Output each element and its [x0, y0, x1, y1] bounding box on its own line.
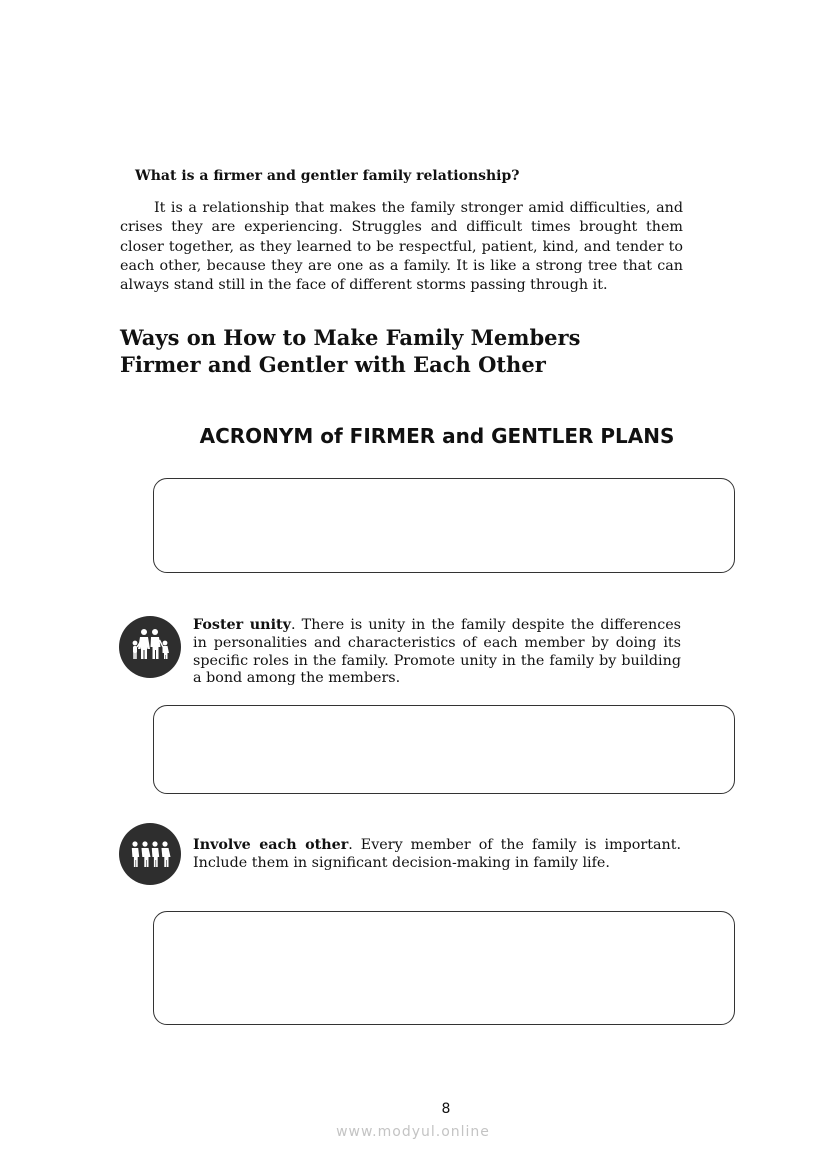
involve-each-other-body: . Every member of the family is important. Include them in significant decision-making in family life. [193, 837, 681, 871]
watermark: www.modyul.online [336, 1124, 490, 1140]
section-heading-line-2: Firmer and Gentler with Each Other [120, 352, 546, 377]
page-number: 8 [441, 1101, 451, 1117]
group-icon [119, 823, 181, 885]
acronym-heading: ACRONYM of FIRMER and GENTLER PLANS [199, 424, 675, 448]
section-heading-line-1: Ways on How to Make Family Members [120, 325, 581, 350]
involve-each-other-item [193, 837, 681, 873]
answer-box-1 [153, 478, 735, 573]
involve-each-other-title: Involve each other [193, 837, 349, 853]
answer-box-3 [153, 911, 735, 1025]
section-heading [120, 324, 580, 378]
intro-paragraph: It is a relationship that makes the family stronger amid difficulties, and crises they are experiencing. Struggles and difficult times brought them closer together, as they learned to be respectful, patient, kind, and tender to each other, because they are one as a family. It is like a strong tree that can always stand still in the face of different storms passing through it. [120, 200, 683, 294]
question-heading: What is a firmer and gentler family relationship? [135, 168, 520, 184]
answer-box-2 [153, 705, 735, 794]
foster-unity-title: Foster unity [193, 617, 291, 633]
family-icon [119, 616, 181, 678]
foster-unity-item [193, 617, 681, 688]
foster-unity-body: . There is unity in the family despite the differences in personalities and characteristics of each member by doing its specific roles in the family. Promote unity in the family by building a bond among the members. [193, 617, 682, 687]
